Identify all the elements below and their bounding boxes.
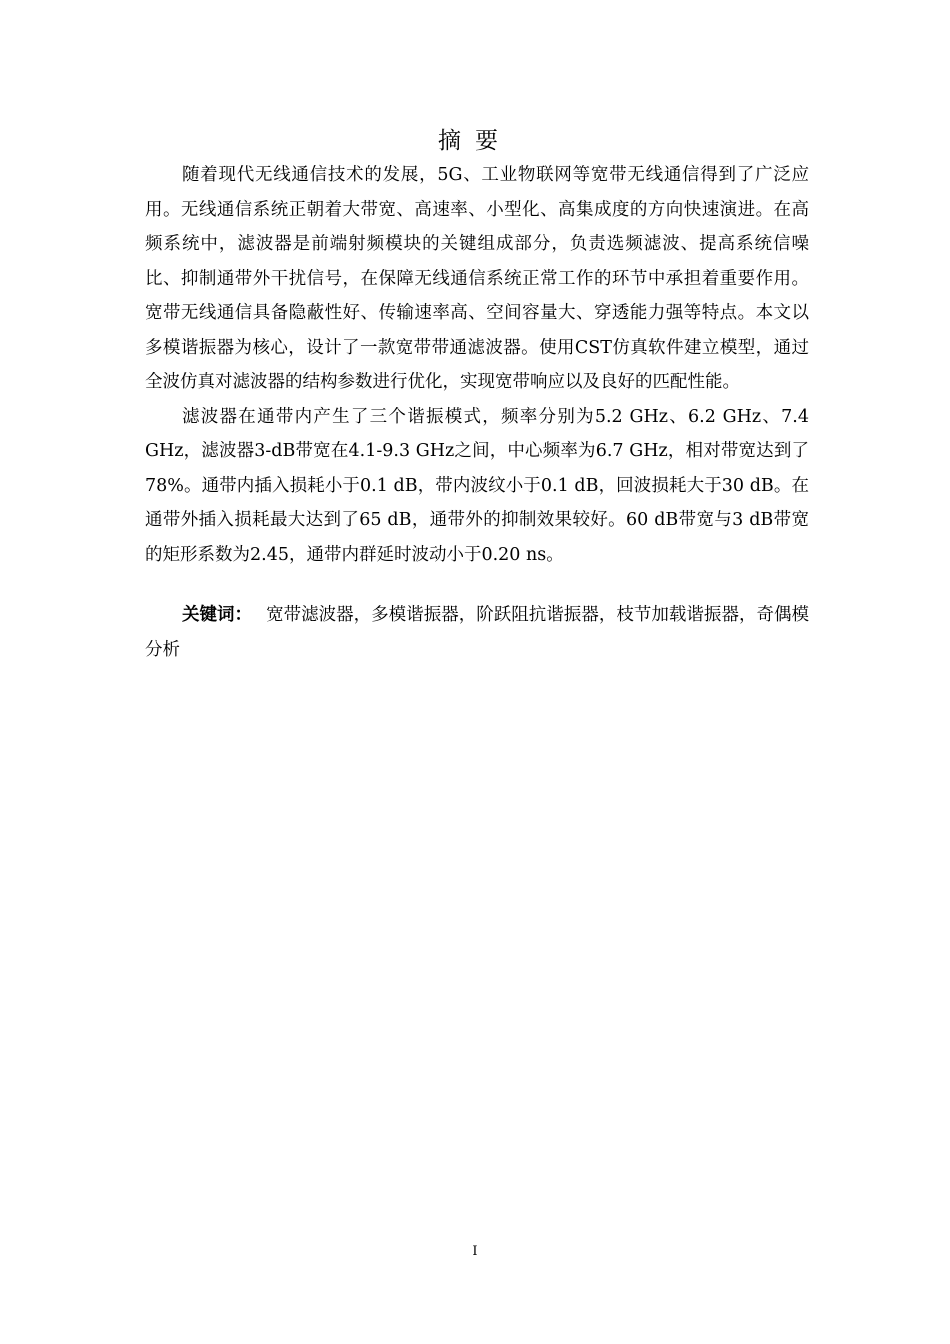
keywords-list: 宽带滤波器，多模谐振器，阶跃阻抗谐振器，枝节加载谐振器，奇偶模分析	[145, 605, 810, 660]
page-number: I	[472, 1244, 478, 1259]
keywords-line	[145, 598, 809, 667]
abstract-title: 摘要	[438, 128, 512, 154]
keywords-label: 关键词：	[182, 605, 253, 625]
abstract-body	[145, 158, 809, 667]
abstract-paragraph-2: 滤波器在通带内产生了三个谐振模式，频率分别为5.2 GHz、6.2 GHz、7.4 GHz，滤波器3-dB带宽在4.1-9.3 GHz之间，中心频率为6.7 GHz，相对带宽达到了78%。通带内插入损耗小于0.1 dB，带内波纹小于0.1 dB，回波损耗大于30 dB。在通带外插入损耗最大达到了65 dB，通带外的抑制效果较好。60 dB带宽与3 dB带宽的矩形系数为2.45，通带内群延时波动小于0.20 ns。	[145, 406, 809, 565]
abstract-paragraph-1: 随着现代无线通信技术的发展，5G、工业物联网等宽带无线通信得到了广泛应用。无线通信系统正朝着大带宽、高速率、小型化、高集成度的方向快速演进。在高频系统中，滤波器是前端射频模块的关键组成部分，负责选频滤波、提高系统信噪比、抑制通带外干扰信号，在保障无线通信系统正常工作的环节中承担着重要作用。宽带无线通信具备隐蔽性好、传输速率高、空间容量大、穿透能力强等特点。本文以多模谐振器为核心，设计了一款宽带带通滤波器。使用CST仿真软件建立模型，通过全波仿真对滤波器的结构参数进行优化，实现宽带响应以及良好的匹配性能。	[145, 165, 809, 392]
